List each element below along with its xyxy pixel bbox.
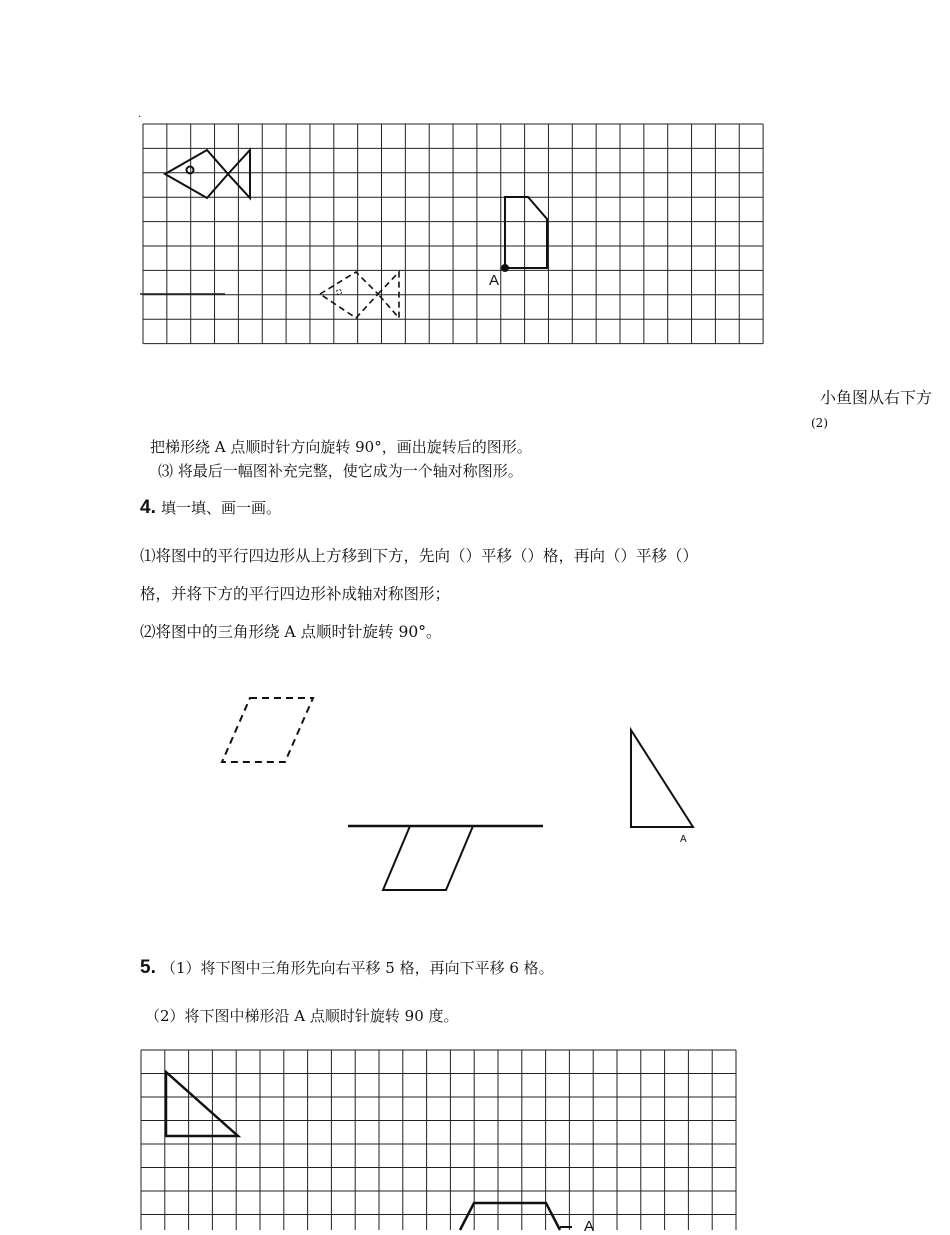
point-a-label: A (489, 272, 500, 289)
problem4-q1-line2: 格，并将下方的平行四边形补成轴对称图形； (140, 585, 451, 603)
problem3-line3: ⑶ 将最后一幅图补充完整，使它成为一个轴对称图形。 (158, 462, 523, 480)
problem5-q2: （2）将下图中梯形沿 A 点顺时针旋转 90 度。 (145, 1007, 459, 1025)
problem4-q2: ⑵将图中的三角形绕 A 点顺时针旋转 90°。 (140, 623, 442, 641)
problem4-number: 4. (140, 497, 156, 518)
problem4-title: 填一填、画一画。 (160, 499, 281, 517)
triangle-point-a-label: A (680, 834, 687, 842)
stray-dot: . (138, 109, 142, 120)
grid-triangle (166, 1072, 238, 1136)
problem5-number: 5. (140, 957, 156, 978)
problem5-q1: （1）将下图中三角形先向右平移 5 格，再向下平移 6 格。 (160, 959, 554, 977)
problem4-q1-line1: ⑴将图中的平行四边形从上方移到下方，先向（）平移（）格，再向（）平移（） (140, 547, 699, 565)
trapezoid-point-a-label: A (584, 1218, 595, 1235)
side-note: 小鱼图从右下方 (820, 388, 933, 407)
side-number: (2) (811, 416, 828, 430)
grid-trapezoid (460, 1203, 560, 1230)
problem3-line2: 把梯形绕 A 点顺时针方向旋转 90°，画出旋转后的图形。 (150, 438, 532, 456)
